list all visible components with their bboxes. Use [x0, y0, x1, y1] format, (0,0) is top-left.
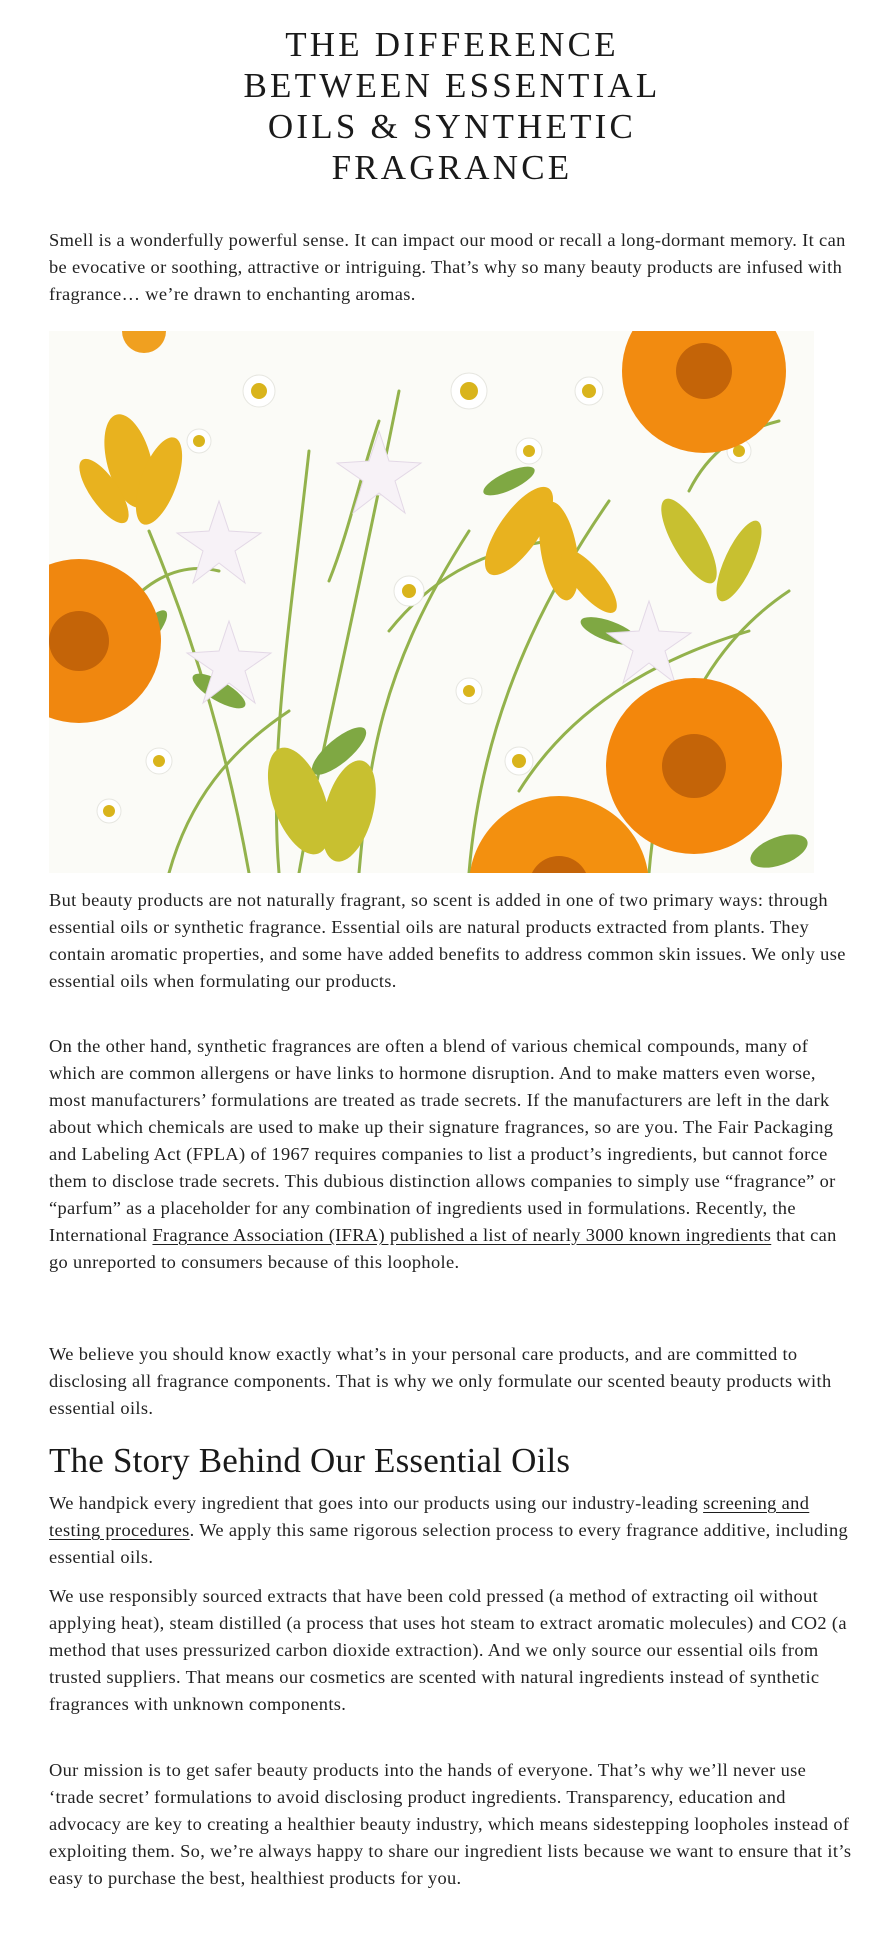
- paragraph-text: . We apply this same rigorous selection process to every fragrance additive, including essential oils.: [49, 1520, 849, 1567]
- article: [49, 0, 855, 1888]
- section-heading: The Story Behind Our Essential Oils: [49, 1441, 571, 1480]
- body-paragraph: We believe you should know exactly what’s in your personal care products, and are committed to disclosing all fragrance components. That is why we only formulate our scented beauty products with essential oils.: [49, 1344, 832, 1418]
- screening-procedures-link[interactable]: screening and testing procedures: [49, 1493, 810, 1540]
- ifra-ingredients-link[interactable]: Fragrance Association (IFRA) published a list of nearly 3000 known ingredients: [152, 1225, 772, 1245]
- title-line: FRAGRANCE: [331, 148, 573, 187]
- page-title: [49, 24, 855, 188]
- body-paragraph: [49, 1490, 855, 1571]
- intro-paragraph: Smell is a wonderfully powerful sense. It can impact our mood or recall a long-dormant memory. It can be evocative or soothing, attractive or intriguing. That’s why so many beauty products are infused with fragrance… we’re drawn to enchanting aromas.: [49, 230, 846, 304]
- paragraph-text: We handpick every ingredient that goes into our products using our industry-leading: [49, 1493, 704, 1513]
- body-paragraph: [49, 1033, 855, 1276]
- title-line: BETWEEN ESSENTIAL: [243, 66, 661, 105]
- paragraph-text: On the other hand, synthetic fragrances are often a blend of various chemical compounds, many of which are common allergens or have links to hormone disruption. And to make matters even worse, most manufacturers’ formulations are treated as trade secrets. If the manufacturers are left in the dark about which chemicals are used to make up their signature fragrances, so are you. The Fair Packaging and Labeling Act (FPLA) of 1967 requires companies to list a product’s ingredients, but cannot force them to disclose trade secrets. This dubious distinction allows companies to simply use “fragrance” or “parfum” as a placeholder for any combination of ingredients used in formulations. Recently, the International: [49, 1036, 836, 1245]
- body-paragraph: Our mission is to get safer beauty products into the hands of everyone. That’s why we’ll never use ‘trade secret’ formulations to avoid disclosing product ingredients. Transparency, education and advocacy are key to creating a healthier beauty industry, which means sidestepping loopholes instead of exploiting them. So, we’re always happy to share our ingredient lists because we want to ensure that it’s easy to purchase the best, healthiest products for you.: [49, 1760, 852, 1888]
- body-paragraph: We use responsibly sourced extracts that have been cold pressed (a method of extracting oil without applying heat), steam distilled (a process that uses hot steam to extract aromatic molecules) and CO2 (a method that uses pressurized carbon dioxide extraction). And we only source our essential oils from trusted suppliers. That means our cosmetics are scented with natural ingredients instead of synthetic fragrances with unknown components.: [49, 1586, 847, 1714]
- hero-flower-image: [49, 331, 814, 873]
- title-line: OILS & SYNTHETIC: [267, 107, 637, 146]
- body-paragraph: But beauty products are not naturally fragrant, so scent is added in one of two primary ways: through essential oils or synthetic fragrance. Essential oils are natural products extracted from plants. They contain aromatic properties, and some have added benefits to address common skin issues. We only use essential oils when formulating our products.: [49, 890, 846, 991]
- title-line: THE DIFFERENCE: [285, 25, 619, 64]
- paragraph-text: that can go unreported to consumers because of this loophole.: [49, 1225, 837, 1272]
